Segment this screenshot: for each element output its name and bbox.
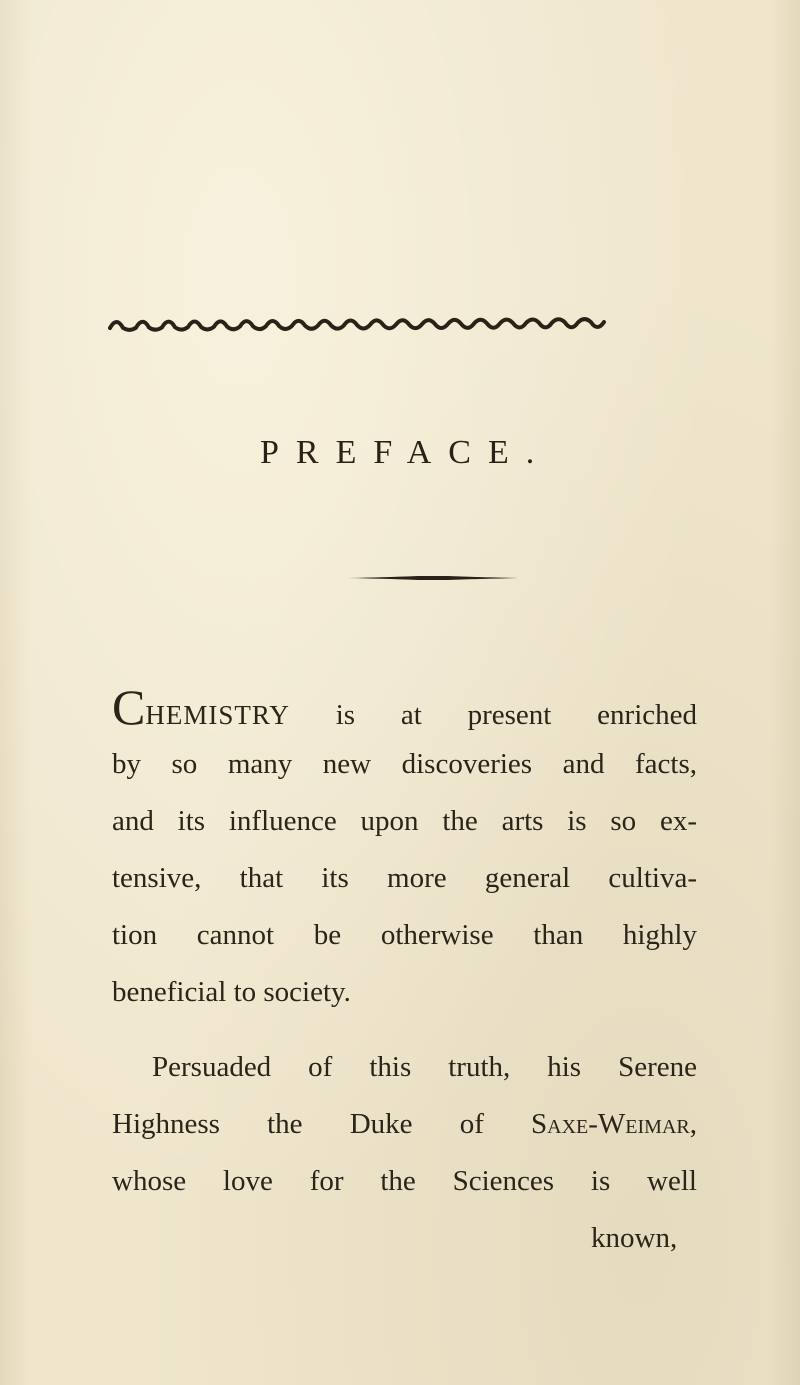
paragraph-1-line-6: beneficial to society. xyxy=(112,976,351,1008)
line-text: is at present enriched xyxy=(289,699,697,731)
paragraph-1-line-4: tensive, that its more general cultiva- xyxy=(112,862,697,894)
paragraph-2-line-2 xyxy=(112,1107,697,1141)
paragraph-2-line-1: Persuaded of this truth, his Serene xyxy=(152,1051,697,1083)
place-name-smallcaps: Saxe-Weimar xyxy=(531,1108,690,1140)
preface-heading: PREFACE. xyxy=(260,434,552,471)
line-text: , xyxy=(689,1108,697,1140)
paragraph-1-line-1 xyxy=(112,679,697,735)
paragraph-2-line-3: whose love for the Sciences is well xyxy=(112,1165,697,1197)
drop-cap: C xyxy=(112,679,146,735)
line-text: Highness the Duke of xyxy=(112,1108,532,1140)
catchword: known, xyxy=(591,1222,678,1254)
paragraph-1-line-3: and its influence upon the arts is so ex- xyxy=(112,805,697,837)
wavy-ornament-rule xyxy=(108,312,610,336)
paragraph-1-line-5: tion cannot be otherwise than highly xyxy=(112,919,697,951)
paragraph-1-line-2: by so many new discoveries and facts, xyxy=(112,748,697,780)
divider-rule xyxy=(348,574,518,582)
drop-cap-word-rest: HEMISTRY xyxy=(145,700,290,730)
